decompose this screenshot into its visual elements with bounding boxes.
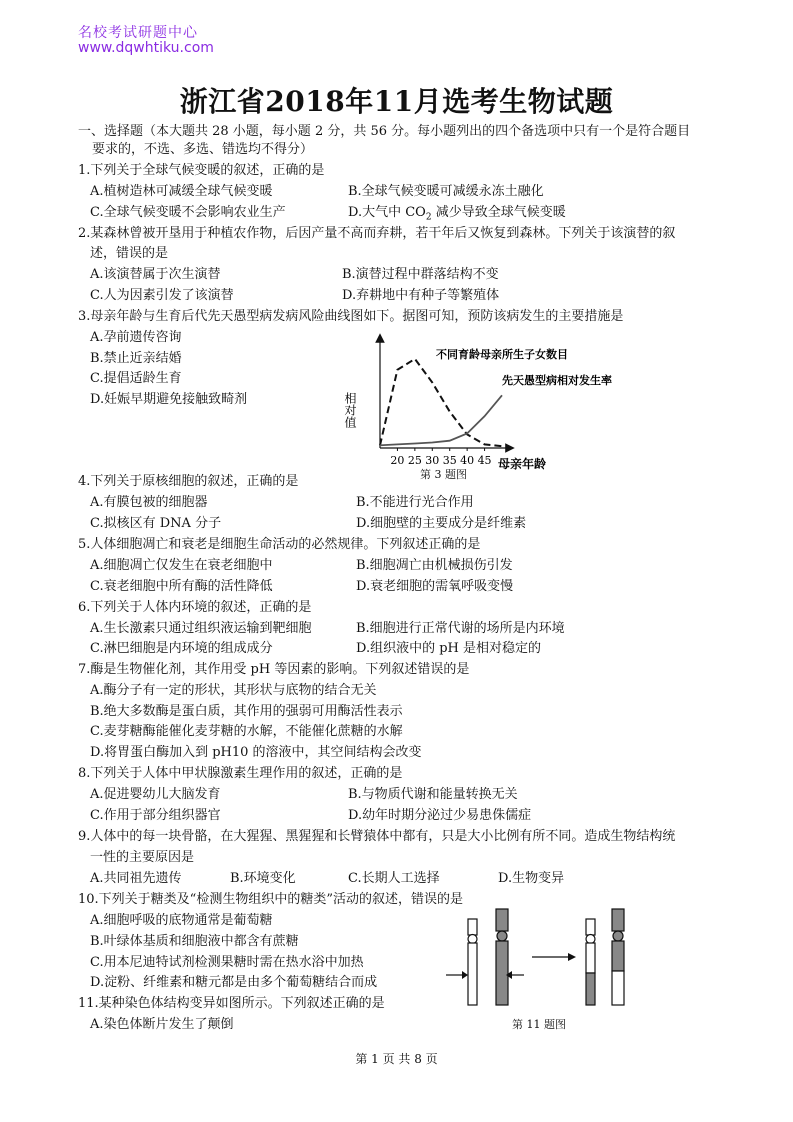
q10-option-b: B.叶绿体基质和细胞液中都含有蔗糖 bbox=[90, 934, 299, 949]
q7-option-b: B.绝大多数酶是蛋白质，其作用的强弱可用酶活性表示 bbox=[90, 704, 403, 719]
q8-option-d: D.幼年时期分泌过少易患侏儒症 bbox=[348, 808, 532, 823]
q1-option-b: B.全球气候变暖可减缓永冻土融化 bbox=[348, 184, 544, 199]
q2-option-b: B.演替过程中群落结构不变 bbox=[342, 267, 499, 282]
q4-stem: 4.下列关于原核细胞的叙述，正确的是 bbox=[78, 474, 299, 489]
q8-stem: 8.下列关于人体中甲状腺激素生理作用的叙述，正确的是 bbox=[78, 766, 403, 781]
q2-stem-line2: 述，错误的是 bbox=[90, 246, 169, 261]
q3-chart-ylabel: 相对值 bbox=[343, 392, 357, 428]
q3-chart-x-tick-label: 40 bbox=[460, 454, 475, 467]
q4-option-b: B.不能进行光合作用 bbox=[356, 495, 474, 510]
q4-option-d: D.细胞壁的主要成分是纤维素 bbox=[356, 516, 527, 531]
q3-option-b: B.禁止近亲结婚 bbox=[90, 351, 182, 366]
section-intro-line1: 一、选择题（本大题共 28 小题，每小题 2 分，共 56 分。每小题列出的四个备选项中只有一个是符合题目 bbox=[78, 124, 691, 139]
q5-option-a: A.细胞凋亡仅发生在衰老细胞中 bbox=[90, 558, 273, 573]
q4-option-c: C.拟核区有 DNA 分子 bbox=[90, 516, 222, 531]
q7-option-c: C.麦芽糖酶能催化麦芽糖的水解，不能催化蔗糖的水解 bbox=[90, 724, 403, 739]
q6-option-b: B.细胞进行正常代谢的场所是内环境 bbox=[356, 621, 565, 636]
watermark-url: www.dqwhtiku.com bbox=[78, 40, 214, 56]
q3-chart bbox=[340, 330, 650, 480]
q3-chart-x-tick-label: 20 bbox=[390, 454, 405, 467]
q3-chart-xlabel: 母亲年龄 bbox=[498, 457, 547, 471]
watermark-org: 名校考试研题中心 bbox=[78, 25, 198, 41]
q9-stem-line2: 一性的主要原因是 bbox=[90, 850, 195, 865]
q10-option-a: A.细胞呼吸的底物通常是葡萄糖 bbox=[90, 913, 273, 928]
q1-option-d-sub: 2 bbox=[425, 212, 432, 223]
q9-stem-line1: 9.人体中的每一块骨骼，在大猩猩、黑猩猩和长臂猿体中都有，只是大小比例有所不同。造成生物结构统 bbox=[78, 829, 676, 844]
q3-option-a: A.孕前遗传咨询 bbox=[90, 330, 182, 345]
q3-option-c: C.提倡适龄生育 bbox=[90, 371, 182, 386]
q11-stem: 11.某种染色体结构变异如图所示。下列叙述正确的是 bbox=[78, 996, 385, 1011]
q11-chromosome-2 bbox=[496, 909, 508, 1005]
q9-option-b: B.环境变化 bbox=[230, 871, 296, 886]
q9-option-c: C.长期人工选择 bbox=[348, 871, 440, 886]
q3-chart-series-label-births: 不同育龄母亲所生子女数目 bbox=[436, 348, 568, 361]
q11-chromosome-figure bbox=[440, 905, 650, 1010]
q1-option-d-pre: D.大气中 CO bbox=[348, 205, 426, 220]
q11-break-arrow-left bbox=[446, 971, 468, 979]
q4-option-a: A.有膜包被的细胞器 bbox=[90, 495, 208, 510]
section-intro-line2: 要求的，不选、多选、错选均不得分） bbox=[92, 142, 314, 157]
q11-figure-caption: 第 11 题图 bbox=[512, 1018, 566, 1031]
q3-chart-x-tick-label: 25 bbox=[407, 454, 422, 467]
q11-chromosome-1 bbox=[468, 919, 477, 1005]
q11-result-chromosome-2 bbox=[612, 909, 624, 1005]
q8-option-c: C.作用于部分组织器官 bbox=[90, 808, 221, 823]
q11-transform-arrow bbox=[532, 953, 576, 961]
q2-option-c: C.人为因素引发了该演替 bbox=[90, 288, 234, 303]
q10-stem: 10.下列关于糖类及“检测生物组织中的糖类”活动的叙述，错误的是 bbox=[78, 892, 463, 907]
q6-option-c: C.淋巴细胞是内环境的组成成分 bbox=[90, 641, 273, 656]
page-title: 浙江省2018年11月选考生物试题 bbox=[179, 85, 614, 118]
q11-result-chromosome-1 bbox=[586, 919, 595, 1005]
q3-stem: 3.母亲年龄与生育后代先天愚型病发病风险曲线图如下。据图可知，预防该病发生的主要措施是 bbox=[78, 309, 624, 324]
q3-chart-x-tick-label: 30 bbox=[425, 454, 440, 467]
q5-option-d: D.衰老细胞的需氧呼吸变慢 bbox=[356, 579, 514, 594]
q1-stem: 1.下列关于全球气候变暖的叙述，正确的是 bbox=[78, 163, 325, 178]
q6-option-a: A.生长激素只通过组织液运输到靶细胞 bbox=[90, 621, 312, 636]
q5-option-b: B.细胞凋亡由机械损伤引发 bbox=[356, 558, 513, 573]
q11-option-a: A.染色体断片发生了颠倒 bbox=[90, 1017, 234, 1032]
q9-option-d: D.生物变异 bbox=[498, 871, 565, 886]
q3-option-d: D.妊娠早期避免接触致畸剂 bbox=[90, 392, 248, 407]
q9-option-a: A.共同祖先遗传 bbox=[90, 871, 182, 886]
q7-option-a: A.酶分子有一定的形状，其形状与底物的结合无关 bbox=[90, 683, 377, 698]
q5-stem: 5.人体细胞凋亡和衰老是细胞生命活动的必然规律。下列叙述正确的是 bbox=[78, 537, 481, 552]
q7-stem: 7.酶是生物催化剂，其作用受 pH 等因素的影响。下列叙述错误的是 bbox=[78, 662, 470, 677]
q2-option-d: D.弃耕地中有种子等繁殖体 bbox=[342, 288, 500, 303]
q1-option-d-post: 减少导致全球气候变暖 bbox=[431, 205, 566, 220]
q1-option-c: C.全球气候变暖不会影响农业生产 bbox=[90, 205, 286, 220]
q6-option-d: D.组织液中的 pH 是相对稳定的 bbox=[356, 641, 542, 656]
page-footer: 第 1 页 共 8 页 bbox=[355, 1052, 438, 1066]
q6-stem: 6.下列关于人体内环境的叙述，正确的是 bbox=[78, 600, 312, 615]
q8-option-a: A.促进婴幼儿大脑发育 bbox=[90, 787, 221, 802]
q1-option-d bbox=[348, 205, 566, 226]
q8-option-b: B.与物质代谢和能量转换无关 bbox=[348, 787, 518, 802]
q2-option-a: A.该演替属于次生演替 bbox=[90, 267, 221, 282]
q3-chart-x-tick-label: 35 bbox=[442, 454, 457, 467]
q10-option-d: D.淀粉、纤维素和糖元都是由多个葡萄糖结合而成 bbox=[90, 975, 378, 990]
q3-chart-series-line-births bbox=[380, 359, 502, 446]
q3-chart-series-line-incidence bbox=[380, 395, 502, 445]
q5-option-c: C.衰老细胞中所有酶的活性降低 bbox=[90, 579, 273, 594]
q11-break-arrow-right bbox=[506, 971, 524, 979]
q2-stem-line1: 2.某森林曾被开垦用于种植农作物，后因产量不高而弃耕，若干年后又恢复到森林。下列关于该演替的叙 bbox=[78, 226, 676, 241]
q3-chart-caption: 第 3 题图 bbox=[420, 468, 467, 481]
q3-chart-x-tick-label: 45 bbox=[477, 454, 492, 467]
q3-chart-series-label-incidence: 先天愚型病相对发生率 bbox=[502, 374, 612, 387]
q1-option-a: A.植树造林可减缓全球气候变暖 bbox=[90, 184, 273, 199]
q10-option-c: C.用本尼迪特试剂检测果糖时需在热水浴中加热 bbox=[90, 955, 364, 970]
q7-option-d: D.将胃蛋白酶加入到 pH10 的溶液中，其空间结构会改变 bbox=[90, 745, 422, 760]
